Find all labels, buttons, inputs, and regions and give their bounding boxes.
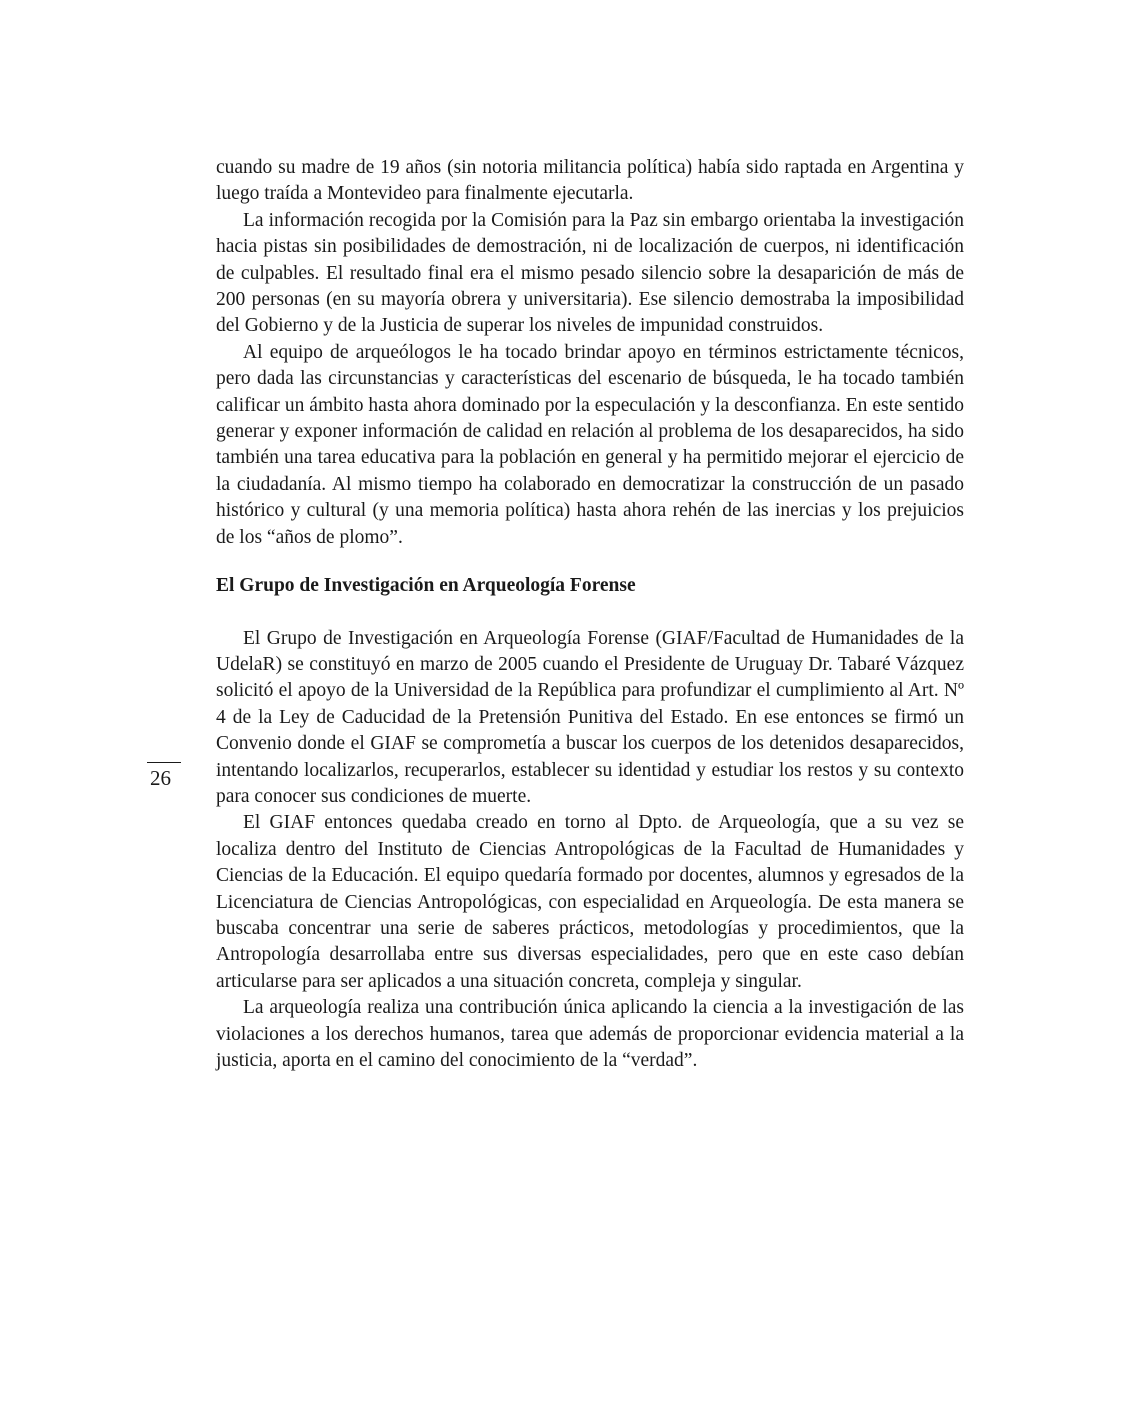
page-number-rule bbox=[147, 762, 181, 763]
page-number: 26 bbox=[150, 766, 171, 790]
paragraph-arqueologia-contribucion: La arqueología realiza una contribución única aplicando la ciencia a la investigación de las violaciones a los derechos humanos, tarea que además de proporcionar evidencia material a la justicia, aporta en el camino del conocimiento de la “verdad”. bbox=[216, 997, 964, 1071]
paragraph-continuation: cuando su madre de 19 años (sin notoria militancia política) había sido raptada en Argentina y luego traída a Montevideo para finalmente ejecutarla. bbox=[216, 157, 964, 205]
paragraph-giaf-constitucion: El Grupo de Investigación en Arqueología Forense (GIAF/Facultad de Humanidades de la UdelaR) se constituyó en marzo de 2005 cuando el Presidente de Uruguay Dr. Tabaré Vázquez solicitó el apoyo de la Universidad de la República para profundizar el cumplimiento al Art. Nº 4 de la Ley de Caducidad de la Pretensión Punitiva del Estado. En ese entonces se firmó un Convenio donde el GIAF se comprometía a buscar los cuerpos de los detenidos desaparecidos, intentando localizarlos, recuperarlos, establecer su identidad y estudiar los restos y su contexto para conocer sus condiciones de muerte. bbox=[216, 627, 964, 807]
paragraph-equipo-arqueologos: Al equipo de arqueólogos le ha tocado brindar apoyo en términos estrictamente técnicos, pero dada las circunstancias y características del escenario de búsqueda, le ha tocado también calificar un ámbito hasta ahora dominado por la especulación y la desconfianza. En este sentido generar y exponer información de calidad en relación al problema de los desaparecidos, ha sido también una tarea educativa para la población en general y ha permitido mejorar el ejercicio de la ciudadanía. Al mismo tiempo ha colaborado en democratizar la construcción de un pasado histórico y cultural (y una memoria política) hasta ahora rehén de las inercias y los prejuicios de los “años de plomo”. bbox=[216, 341, 964, 548]
paragraph-comision-para-la-paz: La información recogida por la Comisión para la Paz sin embargo orientaba la investigación hacia pistas sin posibilidades de demostración, ni de localización de cuerpos, ni identificación de culpables. El resultado final era el mismo pesado silencio sobre la desaparición de más de 200 personas (en su mayoría obrera y universitaria). Ese silencio demostraba la imposibilidad del Gobierno y de la Justicia de superar los niveles de impunidad construidos. bbox=[216, 209, 964, 337]
section-heading: El Grupo de Investigación en Arqueología Forense bbox=[216, 575, 636, 597]
page-body bbox=[216, 155, 964, 1074]
paragraph-giaf-creado: El GIAF entonces quedaba creado en torno al Dpto. de Arqueología, que a su vez se localiza dentro del Instituto de Ciencias Antropológicas de la Facultad de Humanidades y Ciencias de la Educación. El equipo quedaría formado por docentes, alumnos y egresados de la Licenciatura de Ciencias Antropológicas, con especialidad en Arqueología. De esta manera se buscaba concentrar una serie de saberes prácticos, metodologías y procedimientos, que la Antropología desarrollaba entre sus diversas especialidades, pero que en este caso debían articularse para ser aplicados a una situación concreta, compleja y singular. bbox=[216, 812, 964, 992]
